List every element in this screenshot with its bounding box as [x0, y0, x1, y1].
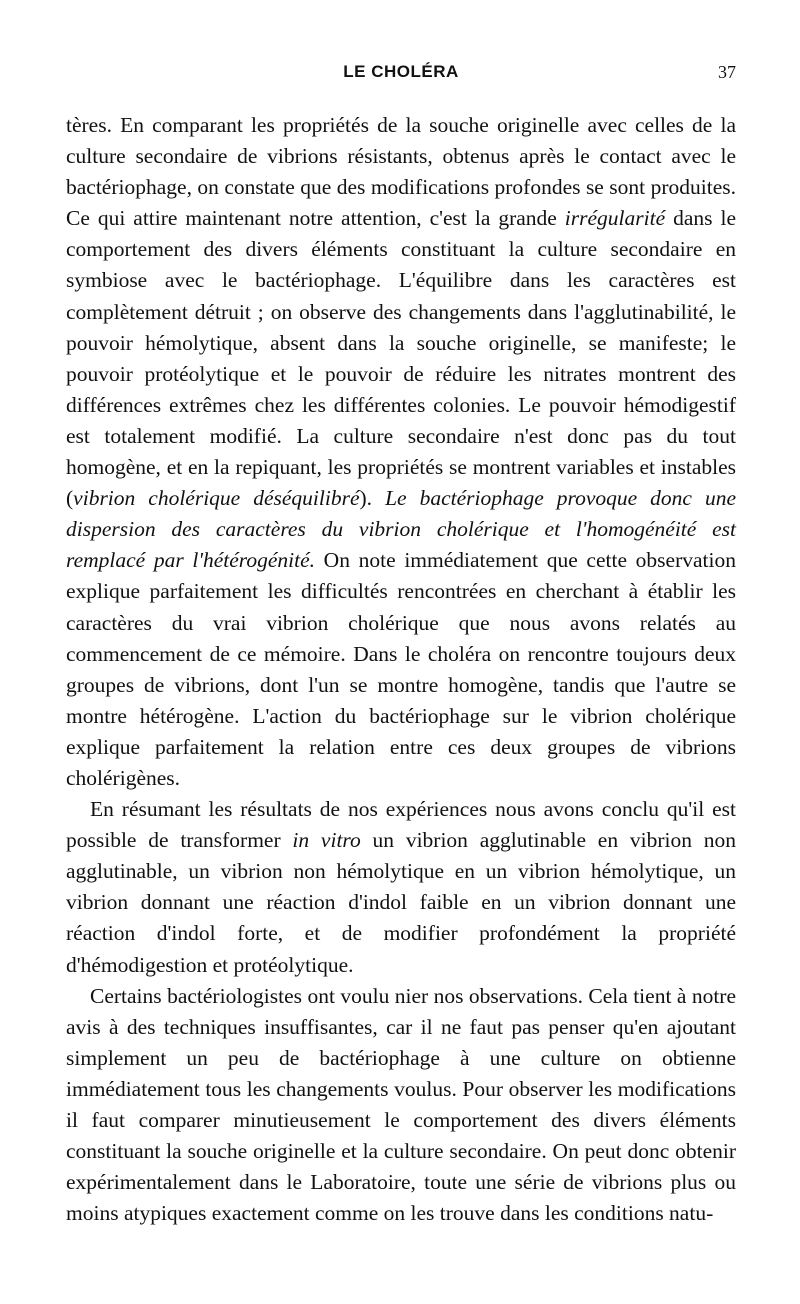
body-text: [66, 110, 736, 1229]
italic-run: vibrion cholérique déséquilibré: [73, 486, 360, 511]
text-run: un vibrion agglutinable en vibrion non agglutinable, un vibrion non hémolytique en un vibrion hémolytique, un vibrion donnant une réaction d'indol faible en un vibrion donnant une réaction d'indol forte, et de modifier profondément la propriété d'hémodigestion et protéolytique.: [66, 828, 736, 977]
document-page: [66, 62, 736, 1229]
text-run: dans le comportement des divers éléments constituant la culture secondaire en symbiose avec le bactériophage. L'équilibre dans les caractères est complètement détruit ; on observe des changements dans l'agglutinabilité, le pouvoir hémolytique, absent dans la souche originelle, se manifeste; le pouvoir protéolytique et le pouvoir de réduire les nitrates montrent des différences extrêmes chez les différentes colonies. Le pouvoir hémodigestif est totalement modifié. La culture secondaire n'est donc pas du tout homogène, et en la repiquant, les propriétés se montrent variables et instables (: [66, 206, 736, 511]
running-title: LE CHOLÉRA: [343, 62, 459, 81]
paragraph-3: [66, 981, 736, 1230]
paragraph-2: [66, 794, 736, 981]
text-run: On note immédiatement que cette observation explique parfaitement les difficultés rencontrées en cherchant à établir les caractères du vrai vibrion cholérique que nous avons relatés au commencement de ce mémoire. Dans le choléra on rencontre toujours deux groupes de vibrions, dont l'un se montre homogène, tandis que l'autre se montre hétérogène. L'action du bactériophage sur le vibrion cholérique explique parfaitement la relation entre ces deux groupes de vibrions cholérigènes.: [66, 548, 736, 790]
italic-run: Le bactériophage provoque donc une dispersion des caractères du vibrion cholérique et l'homogénéité est remplacé par l'hétérogénité.: [66, 486, 736, 573]
text-run: En résumant les résultats de nos expériences nous avons conclu qu'il est possible de transformer: [66, 797, 736, 853]
text-run: tères. En comparant les propriétés de la souche originelle avec celles de la culture secondaire de vibrions résistants, obtenus après le contact avec le bactériophage, on constate que des modifications profondes se sont produites. Ce qui attire maintenant notre attention, c'est la grande: [66, 113, 736, 231]
text-run: Certains bactériologistes ont voulu nier nos observations. Cela tient à notre avis à des techniques insuffisantes, car il ne faut pas penser qu'en ajoutant simplement un peu de bactériophage à une culture on obtienne immédiatement tous les changements voulus. Pour observer les modifications il faut comparer minutieusement le comportement des divers éléments constituant la souche originelle et la culture secondaire. On peut donc obtenir expérimentalement dans le Laboratoire, toute une série de vibrions plus ou moins atypiques exactement comme on les trouve dans les conditions natu-: [66, 983, 736, 1226]
italic-run: irrégularité: [564, 206, 666, 231]
text-run: ).: [359, 486, 386, 511]
page-header: [66, 62, 736, 96]
italic-run: in vitro: [292, 828, 361, 853]
page-number: 37: [718, 62, 736, 82]
paragraph-1: [66, 110, 736, 794]
